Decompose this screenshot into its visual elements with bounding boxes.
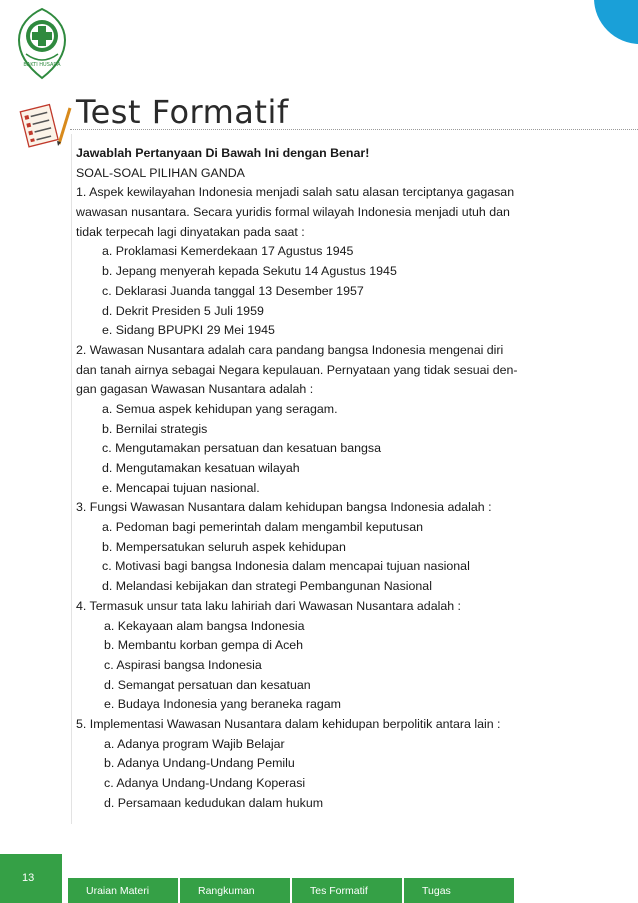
question-2-option: a. Semua aspek kehidupan yang seragam.: [102, 401, 338, 416]
nav-tab-rangkuman[interactable]: Rangkuman: [180, 878, 292, 903]
question-4-option: c. Aspirasi bangsa Indonesia: [104, 657, 262, 672]
question-3-option: a. Pedoman bagi pemerintah dalam mengambil keputusan: [102, 520, 423, 535]
question-1-text: 1. Aspek kewilayahan Indonesia menjadi salah satu alasan terciptanya gagasan: [76, 185, 515, 200]
page-number: 13: [22, 872, 35, 884]
nav-tab-tes-formatif[interactable]: Tes Formatif: [292, 878, 404, 903]
question-2-option: e. Mencapai tujuan nasional.: [102, 480, 260, 495]
question-3-option: d. Melandasi kebijakan dan strategi Pembangunan Nasional: [102, 579, 432, 594]
question-1-option: b. Jepang menyerah kepada Sekutu 14 Agustus 1945: [102, 264, 397, 279]
checklist-icon: [18, 100, 74, 148]
question-5-text: 5. Implementasi Wawasan Nusantara dalam kehidupan berpolitik antara lain :: [76, 716, 501, 731]
question-3-text: 3. Fungsi Wawasan Nusantara dalam kehidupan bangsa Indonesia adalah :: [76, 500, 492, 515]
question-2-text: dan tanah airnya sebagai Negara kepulauan. Pernyataan yang tidak sesuai den-: [76, 362, 518, 377]
question-1-text: wawasan nusantara. Secara yuridis formal wilayah Indonesia menjadi utuh dan: [76, 205, 510, 220]
question-2-option: b. Bernilai strategis: [102, 421, 208, 436]
question-1-option: e. Sidang BPUPKI 29 Mei 1945: [102, 323, 275, 338]
margin-line: [71, 134, 72, 824]
question-3-option: b. Mempersatukan seluruh aspek kehidupan: [102, 539, 346, 554]
question-2-text: gan gagasan Wawasan Nusantara adalah :: [76, 382, 314, 397]
question-5-option: d. Persamaan kedudukan dalam hukum: [104, 795, 324, 810]
question-4-text: 4. Termasuk unsur tata laku lahiriah dari Wawasan Nusantara adalah :: [76, 598, 462, 613]
nav-tab-uraian-materi[interactable]: Uraian Materi: [68, 878, 180, 903]
question-5-option: c. Adanya Undang-Undang Koperasi: [104, 776, 306, 790]
question-2-text: 2. Wawasan Nusantara adalah cara pandang bangsa Indonesia mengenai diri: [76, 342, 504, 357]
question-content: [76, 144, 546, 813]
question-4-option: a. Kekayaan alam bangsa Indonesia: [104, 618, 305, 633]
title-divider: [70, 129, 638, 130]
question-4-option: b. Membantu korban gempa di Aceh: [104, 638, 304, 653]
question-4-option: e. Budaya Indonesia yang beraneka ragam: [104, 697, 341, 712]
nav-tab-tugas[interactable]: Tugas: [404, 878, 514, 903]
question-1-option: a. Proklamasi Kemerdekaan 17 Agustus 1945: [102, 244, 354, 259]
question-1-option: c. Deklarasi Juanda tanggal 13 Desember 1957: [102, 283, 364, 298]
question-1-text: tidak terpecah lagi dinyatakan pada saat :: [76, 224, 305, 239]
question-5-option: a. Adanya program Wajib Belajar: [104, 736, 285, 751]
question-1-option: d. Dekrit Presiden 5 Juli 1959: [102, 303, 264, 318]
question-5-option: b. Adanya Undang-Undang Pemilu: [104, 756, 295, 771]
logo-text: BAKTI HUSADA: [23, 62, 61, 68]
kemenkes-logo-icon: [14, 6, 70, 82]
question-3-option: c. Motivasi bagi bangsa Indonesia dalam mencapai tujuan nasional: [102, 559, 470, 574]
question-2-option: c. Mengutamakan persatuan dan kesatuan bangsa: [102, 441, 381, 456]
page-title: Test Formatif: [76, 93, 289, 131]
question-4-option: d. Semangat persatuan dan kesatuan: [104, 677, 311, 692]
section-label: SOAL-SOAL PILIHAN GANDA: [76, 165, 245, 180]
corner-decoration: [594, 0, 638, 44]
question-2-option: d. Mengutamakan kesatuan wilayah: [102, 461, 300, 475]
instruction-text: Jawablah Pertanyaan Di Bawah Ini dengan Benar!: [76, 146, 370, 160]
footer-nav: [68, 878, 514, 903]
